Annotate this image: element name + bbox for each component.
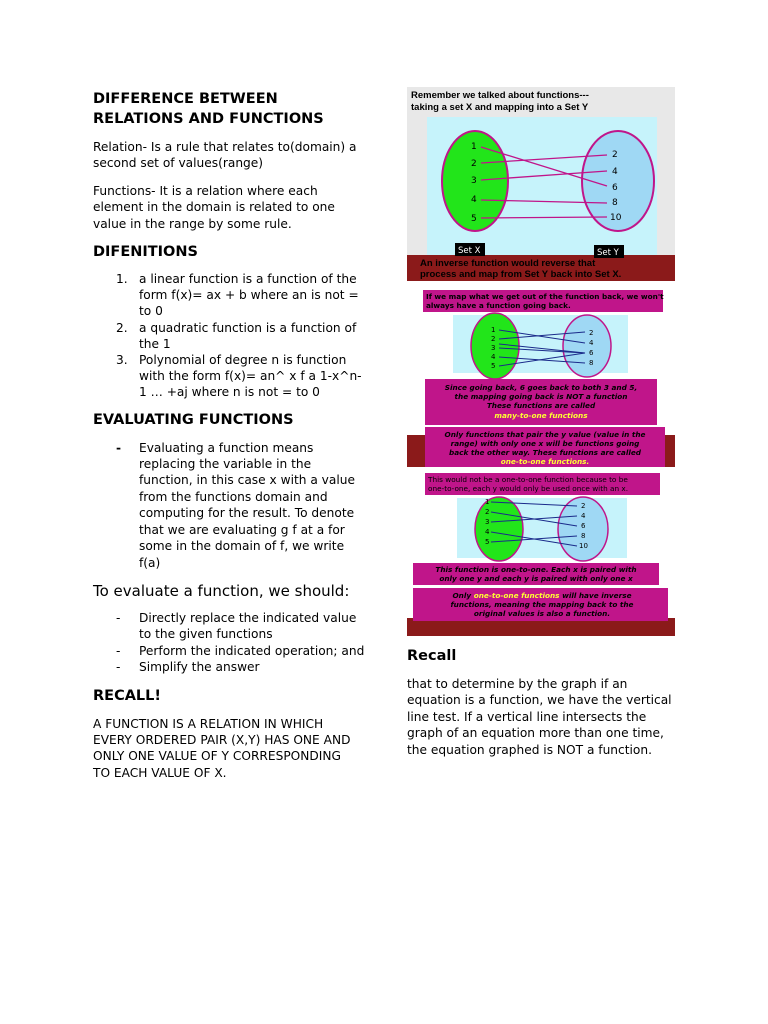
steps-list (93, 610, 365, 676)
mapping-slide-1 (407, 87, 675, 281)
y-value: 2 (581, 502, 586, 510)
list-item: 3. Polynomial of degree n is function with the form f(x)= an^ x f a 1-x^n-1 … +aj where n is not = to 0 (116, 353, 362, 400)
y-value: 4 (589, 339, 594, 347)
slide3-mid-line1: This function is one-to-one. Each x is paired with (435, 565, 637, 574)
set-y-label: Set Y (597, 248, 619, 258)
x-value: 2 (485, 508, 490, 516)
x-value: 4 (485, 528, 490, 536)
slide3-low-line3: original values is also a function. (473, 609, 611, 618)
mapping-slide-2 (407, 287, 675, 467)
slide2-mid-line1: Since going back, 6 goes back to both 3 and 5, (444, 383, 638, 392)
slide3-mid-line2: only one y and each y is paired with only one x (439, 574, 633, 583)
page-title: DIFFERENCE BETWEEN RELATIONS AND FUNCTIONS (93, 91, 324, 127)
slide2-low-line1: Only functions that pair the y value (value in the (444, 430, 646, 439)
x-value: 2 (471, 159, 477, 169)
slide3-top-line1: This would not be a one-to-one function because to be (428, 475, 628, 484)
slide2-mid-line3: These functions are called (486, 401, 596, 410)
slide2-mid-highlight: many-to-one functions (494, 411, 588, 420)
y-value: 8 (581, 532, 586, 540)
set-x-label: Set X (458, 246, 481, 256)
y-value: 6 (581, 522, 586, 530)
list-item: 1. a linear function is a function of the form f(x)= ax + b where an is not = to 0 (116, 272, 359, 319)
x-value: 5 (471, 214, 477, 224)
slide3-low-line2: functions, meaning the mapping back to the (450, 600, 634, 609)
x-value: 3 (491, 344, 496, 352)
recall-text: A FUNCTION IS A RELATION IN WHICH EVERY ORDERED PAIR (X,Y) HAS ONE AND ONLY ONE VALUE OF Y CORRESPONDING TO EACH VALUE OF X. (93, 716, 351, 780)
slide1-bottom-line2: process and map from Set Y back into Set X. (420, 269, 622, 280)
slide2-top-line2: always have a function going back. (426, 301, 571, 310)
slide2-mid-line2: the mapping going back is NOT a function (454, 392, 628, 401)
y-value: 6 (589, 349, 594, 357)
x-value: 1 (471, 142, 477, 152)
slide3-low-line1: Only one-to-one functions will have inverse (452, 591, 632, 600)
y-value: 6 (612, 183, 618, 193)
slide2-top-line1: If we map what we get out of the function back, we won't (426, 292, 664, 301)
list-item: - Perform the indicated operation; and (116, 643, 365, 658)
x-value: 1 (485, 498, 490, 506)
slide2-low-line2: range) with only one x will be functions going (450, 439, 640, 448)
left-column (93, 89, 365, 781)
recall-heading-right: Recall (407, 648, 457, 664)
y-value: 2 (612, 150, 618, 160)
relation-definition: Relation- Is a rule that relates to(domain) a second set of values(range) (93, 140, 357, 171)
slide2-low-highlight: one-to-one functions. (500, 457, 590, 466)
list-item: - Simplify the answer (116, 660, 260, 675)
x-value: 2 (491, 335, 496, 343)
y-value: 8 (612, 198, 618, 208)
mapping-slide-3 (407, 468, 675, 636)
x-value: 1 (491, 326, 496, 334)
list-item: - Evaluating a function means replacing the variable in the function, in this case x with a value from the functions domain and computing for the result. To denote that we are evaluating g f at a for some in the domain of f, we write f(a) (116, 440, 355, 570)
x-value: 5 (491, 362, 496, 370)
y-value: 10 (610, 213, 622, 223)
steps-heading: To evaluate a function, we should: (93, 581, 350, 600)
x-value: 3 (485, 518, 490, 526)
slide1-title-line2: taking a set X and mapping into a Set Y (411, 102, 589, 113)
x-value: 4 (471, 195, 477, 205)
y-value: 4 (612, 167, 618, 177)
list-item: 2. a quadratic function is a function of the 1 (116, 320, 357, 351)
x-value: 4 (491, 353, 496, 361)
slide1-bottom-line1: An inverse function would reverse that (420, 258, 596, 269)
recall-heading: RECALL! (93, 687, 162, 704)
slide1-title-line1: Remember we talked about functions--- (411, 90, 589, 101)
mapping-diagram-2 (407, 287, 675, 467)
mapping-diagram-1 (407, 87, 675, 281)
y-value: 2 (589, 329, 594, 337)
mapping-diagram-3 (407, 468, 675, 636)
x-value: 5 (485, 538, 490, 546)
definitions-heading: DIFENITIONS (93, 244, 198, 261)
evaluating-list (93, 440, 365, 571)
y-value: 8 (589, 359, 594, 367)
function-definition: Functions- It is a relation where each element in the domain is related to one value in the range by some rule. (93, 183, 335, 231)
slide3-top-line2: one-to-one, each y would only be used once with an x. (428, 484, 629, 493)
definitions-list (93, 271, 365, 401)
y-value: 4 (581, 512, 586, 520)
slide2-low-line3: back the other way. These functions are called (448, 448, 642, 457)
list-item: - Directly replace the indicated value to the given functions (116, 610, 357, 642)
recall-text-right: that to determine by the graph if an equation is a function, we have the vertical line test. If a vertical line intersects the graph of an equation more than one time, the equation graphed is NOT a function. (407, 677, 672, 757)
y-value: 10 (579, 542, 588, 550)
evaluating-heading: EVALUATING FUNCTIONS (93, 411, 294, 428)
x-value: 3 (471, 176, 477, 186)
